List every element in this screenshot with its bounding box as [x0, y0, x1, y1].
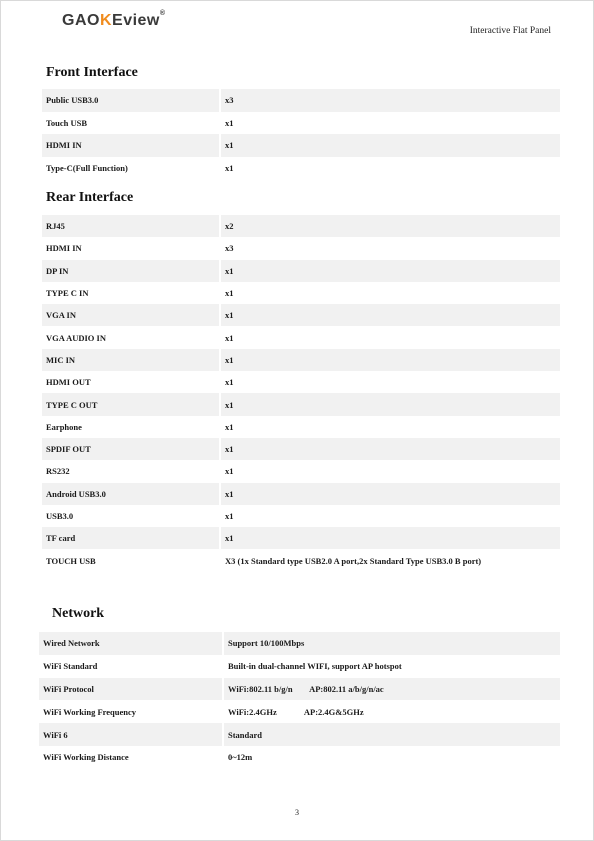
rear-interface-table: [42, 215, 560, 572]
spec-value: Built-in dual-channel WIFI, support AP hotspot: [228, 661, 402, 672]
table-row: [39, 746, 560, 769]
spec-value: Standard: [223, 723, 560, 746]
spec-value: Support 10/100Mbps: [223, 632, 560, 655]
spec-value: x1: [220, 483, 560, 505]
spec-value: x1: [225, 466, 234, 477]
spec-label: VGA AUDIO IN: [42, 326, 220, 348]
front-interface-table: [42, 89, 560, 179]
table-row: [42, 393, 560, 415]
logo-text-post: Eview: [112, 12, 160, 29]
spec-value: x1: [220, 438, 560, 460]
logo-text-pre: GAO: [62, 12, 100, 29]
rear-interface-title: Rear Interface: [46, 190, 134, 205]
table-row: [42, 371, 560, 393]
spec-label: Android USB3.0: [42, 483, 220, 505]
spec-label: VGA IN: [42, 304, 220, 326]
table-row: [42, 112, 560, 135]
spec-label: DP IN: [42, 260, 220, 282]
spec-label: Wired Network: [39, 632, 223, 655]
table-row: [42, 549, 560, 571]
spec-value: x1: [220, 349, 560, 371]
table-row: [42, 349, 560, 371]
spec-value: WiFi:2.4GHz AP:2.4G&5GHz: [228, 706, 364, 717]
spec-label: WiFi 6: [39, 723, 223, 746]
table-row: [39, 700, 560, 723]
table-row: [42, 304, 560, 326]
spec-label: MIC IN: [42, 349, 220, 371]
network-title: Network: [52, 606, 105, 621]
spec-label: Earphone: [42, 416, 220, 438]
table-row: [39, 632, 560, 655]
table-row: [42, 215, 560, 237]
table-row: [42, 326, 560, 348]
spec-label: HDMI IN: [42, 237, 220, 259]
table-row: [42, 505, 560, 527]
spec-label: WiFi Standard: [39, 655, 223, 678]
front-interface-title: Front Interface: [46, 65, 138, 80]
spec-label: RJ45: [42, 215, 220, 237]
brand-logo: [62, 12, 166, 30]
spec-value: x1: [225, 511, 234, 521]
table-row: [39, 655, 560, 678]
spec-label: USB3.0: [42, 505, 220, 527]
spec-label: Touch USB: [42, 112, 220, 135]
spec-value: x1: [225, 162, 234, 173]
spec-value: x1: [220, 393, 560, 415]
spec-value: x1: [225, 377, 234, 388]
spec-value: x3: [225, 243, 234, 254]
table-row: [42, 483, 560, 505]
table-row: [39, 723, 560, 746]
table-row: [42, 282, 560, 304]
spec-label: TOUCH USB: [42, 549, 220, 571]
table-row: [42, 237, 560, 259]
table-row: [42, 527, 560, 549]
logo-text-k: K: [99, 12, 113, 29]
spec-value: x1: [225, 117, 234, 128]
spec-label: WiFi Working Frequency: [39, 700, 223, 723]
table-row: [42, 260, 560, 282]
table-row: [42, 89, 560, 112]
spec-label: TF card: [42, 527, 220, 549]
spec-value: x1: [220, 260, 560, 282]
spec-label: WiFi Working Distance: [39, 746, 223, 769]
spec-value: WiFi:802.11 b/g/n AP:802.11 a/b/g/n/ac: [223, 678, 560, 701]
spec-value: x1: [225, 288, 234, 299]
spec-label: HDMI OUT: [42, 371, 220, 393]
spec-label: RS232: [42, 460, 220, 482]
spec-value: x3: [220, 89, 560, 112]
table-row: [42, 438, 560, 460]
document-title: Interactive Flat Panel: [469, 26, 551, 36]
table-row: [42, 460, 560, 482]
spec-label: TYPE C OUT: [42, 393, 220, 415]
table-row: [39, 678, 560, 701]
spec-label: SPDIF OUT: [42, 438, 220, 460]
registered-mark: ®: [159, 10, 166, 17]
spec-value: x1: [220, 527, 560, 549]
spec-value: X3 (1x Standard type USB2.0 A port,2x Standard Type USB3.0 B port): [225, 555, 482, 566]
spec-label: HDMI IN: [42, 134, 220, 157]
spec-label: Public USB3.0: [42, 89, 220, 112]
spec-value: x1: [220, 134, 560, 157]
spec-value: 0~12m: [228, 752, 253, 763]
spec-value: x1: [225, 421, 234, 432]
table-row: [42, 157, 560, 180]
spec-label: Type-C(Full Function): [42, 157, 220, 180]
spec-value: x1: [220, 304, 560, 326]
table-row: [42, 134, 560, 157]
spec-value: x1: [225, 332, 234, 343]
spec-value: x2: [220, 215, 560, 237]
network-table: [39, 632, 560, 769]
spec-label: WiFi Protocol: [39, 678, 223, 701]
table-row: [42, 416, 560, 438]
spec-label: TYPE C IN: [42, 282, 220, 304]
page-number: 3: [295, 808, 299, 817]
